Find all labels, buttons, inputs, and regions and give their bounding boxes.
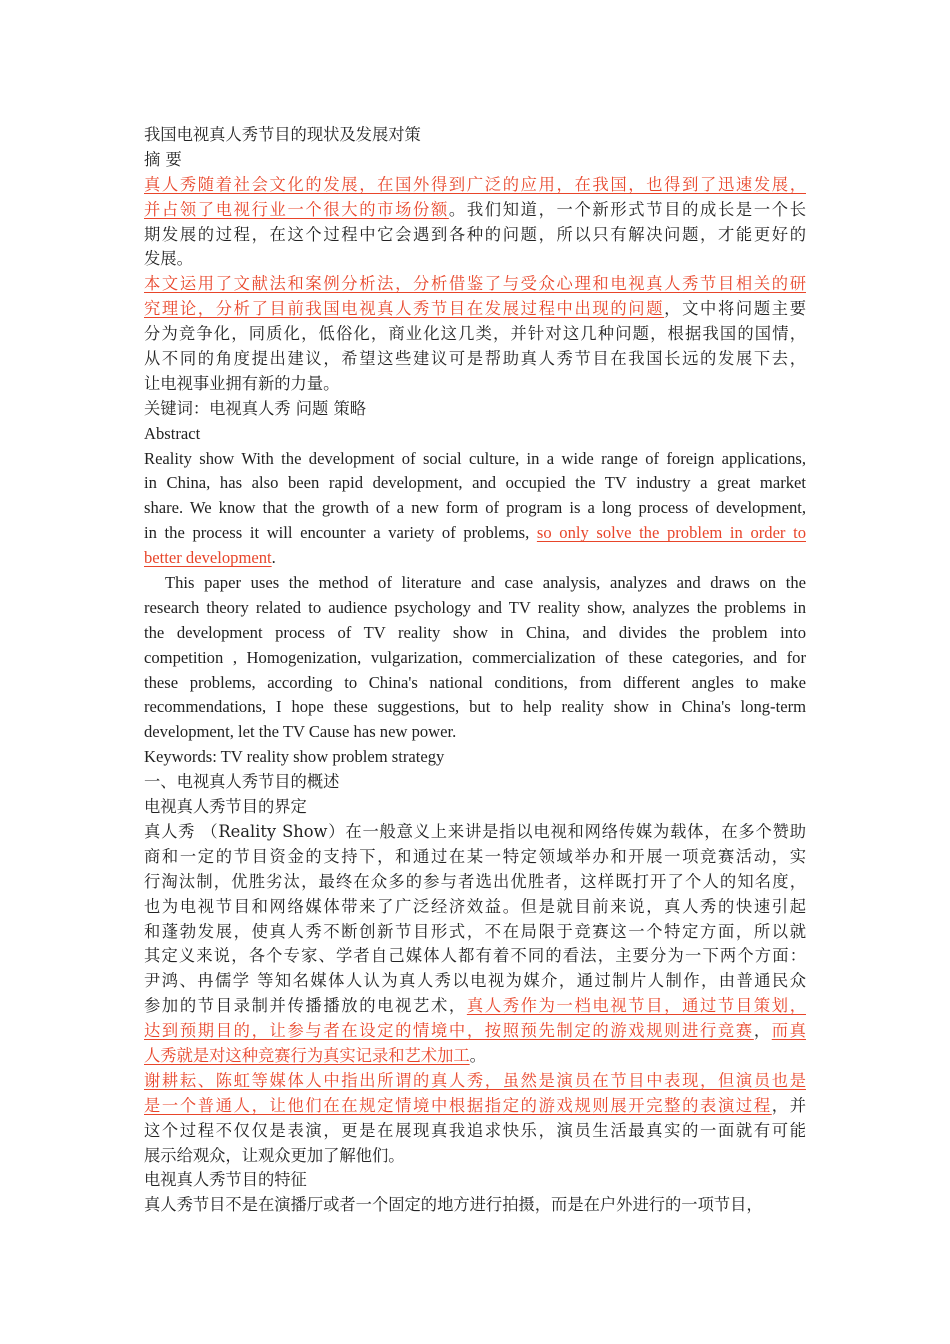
text-span: 期发展的过程，在这个过程中它会遇到各种的问题，所以只有解决问题，才能更好的 [144, 224, 806, 244]
text-line [144, 198, 806, 223]
text-span: 从不同的角度提出建议，希望这些建议可是帮助真人秀节目在我国长远的发展下去， [144, 349, 806, 369]
text-span: 行淘汰制，优胜劣汰，最终在众多的参与者选出优胜者，这样既打开了个人的知名度， [144, 871, 806, 891]
section1-heading: 一、电视真人秀节目的概述 [144, 772, 340, 792]
text-line [144, 521, 806, 546]
section1-sub2: 电视真人秀节目的特征 [144, 1170, 307, 1190]
text-line [144, 1069, 806, 1094]
highlighted-text: 本文运用了文献法和案例分析法，分析借鉴了与受众心理和电视真人秀节目相关的研 [144, 274, 806, 294]
text-span: 真人秀节目不是在演播厅或者一个固定的地方进行拍摄，而是在户外进行的一项节目， [144, 1195, 763, 1215]
highlighted-text: 真人秀作为一档电视节目，通过节目策划， [466, 996, 806, 1016]
text-span: 其定义来说，各个专家、学者自己媒体人都有着不同的看法，主要分为一下两个方面： [144, 946, 806, 966]
highlighted-text: better development [144, 548, 272, 568]
highlighted-text: 并占领了电视行业一个很大的市场份额 [144, 199, 449, 219]
text-line [144, 820, 806, 845]
abstract-en-p2 [144, 571, 806, 745]
text-line [144, 920, 806, 945]
text-span: 参加的节目录制并传播播放的电视艺术， [144, 996, 467, 1016]
highlighted-text: 达到预期目的，让参与者在设定的情境中，按照预先制定的游戏规则进行竞赛 [144, 1021, 754, 1041]
text-line [144, 895, 806, 920]
document-page [144, 123, 806, 1218]
text-span: Reality show With the development of social culture, in a wide range of foreign applications, [144, 448, 806, 468]
text-span: 。我们知道，一个新形式节目的成长是一个长 [448, 199, 806, 219]
text-line: recommendations, I hope these suggestions, but to help reality show in China's long-term [144, 697, 806, 717]
text-span: 展示给观众，让观众更加了解他们。 [144, 1145, 405, 1165]
text-span: 和蓬勃发展，使真人秀不断创新节目形式，不在局限于竞赛这一个特定方面，所以就 [144, 921, 806, 941]
section1-p1 [144, 820, 806, 1069]
text-line [144, 372, 806, 397]
highlighted-text: 人秀就是对这种竞赛行为真实记录和艺术加工 [144, 1045, 470, 1065]
text-span: in the process it will encounter a variety of problems, [144, 523, 537, 543]
text-span: 商和一定的节目资金的支持下，和通过在某一特定领域举办和开展一项竞赛活动，实 [144, 846, 806, 866]
text-span: in China, has also been rapid development, and occupied the TV industry a great market [144, 473, 806, 493]
abstract-cn-p2 [144, 272, 806, 396]
text-line: research theory related to audience psychology and TV reality show, analyzes the problems in [144, 597, 806, 617]
text-line [144, 471, 806, 496]
section1-p3 [144, 1193, 806, 1218]
text-line [144, 1019, 806, 1044]
text-line [144, 969, 806, 994]
text-span: 让电视事业拥有新的力量。 [144, 373, 340, 393]
highlighted-text: so only solve the problem in order to [536, 523, 806, 543]
doc-title: 我国电视真人秀节目的现状及发展对策 [144, 125, 421, 144]
text-line [144, 297, 806, 322]
text-span: ， [753, 1021, 772, 1041]
text-line: development, let the TV Cause has new power. [144, 722, 457, 742]
text-span: 真人秀 （Reality Show）在一般意义上来讲是指以电视和网络传媒为载体，在多个赞助 [144, 821, 806, 841]
text-line [144, 1193, 806, 1218]
text-line [144, 447, 806, 472]
text-line [144, 496, 806, 521]
text-span: 也为电视节目和网络媒体带来了广泛经济效益。但是就目前来说，真人秀的快速引起 [144, 896, 806, 916]
text-span: 尹鸿、冉儒学 等知名媒体人认为真人秀以电视为媒介，通过制片人制作，由普通民众 [144, 971, 806, 991]
keywords-cn: 关键词：电视真人秀 问题 策略 [144, 398, 367, 418]
abstract-cn-heading: 摘 要 [144, 149, 182, 169]
text-line [144, 845, 806, 870]
text-line [144, 173, 806, 198]
highlighted-text: 而真 [771, 1021, 806, 1041]
text-line [144, 994, 806, 1019]
text-line [144, 1119, 806, 1144]
text-line: This paper uses the method of literature and case analysis, analyzes and draws on the [165, 573, 806, 593]
text-line [144, 322, 806, 347]
highlighted-text: 究理论，分析了目前我国电视真人秀节目在发展过程中出现的问题 [144, 299, 665, 319]
section1-sub1: 电视真人秀节目的界定 [144, 797, 307, 817]
text-line [144, 944, 806, 969]
abstract-en-heading: Abstract [144, 423, 201, 443]
text-line [144, 1144, 806, 1169]
text-span: 。 [469, 1045, 486, 1065]
text-line [144, 1094, 806, 1119]
highlighted-text: 是一个普通人，让他们在在规定情境中根据指定的游戏规则展开完整的表演过程 [144, 1095, 772, 1115]
text-span: share. We know that the growth of a new form of program is a long process of development, [144, 498, 806, 518]
text-line [144, 347, 806, 372]
text-line: the development process of TV reality show in China, and divides the problem into [144, 622, 806, 642]
text-line [144, 247, 806, 272]
text-span: ，并 [771, 1095, 806, 1115]
text-line [144, 546, 806, 571]
text-span: . [271, 548, 276, 568]
text-span: 这个过程不仅仅是表演，更是在展现真我追求快乐，演员生活最真实的一面就有可能 [144, 1120, 806, 1140]
text-line [144, 272, 806, 297]
text-line [144, 1044, 806, 1069]
abstract-cn-p1 [144, 173, 806, 273]
section1-p2 [144, 1069, 806, 1169]
text-span: 发展。 [144, 249, 193, 269]
text-line: these problems, according to China's national conditions, from different angles to make [144, 672, 806, 692]
highlighted-text: 谢耕耘、陈虹等媒体人中指出所谓的真人秀，虽然是演员在节目中表现，但演员也是 [144, 1070, 806, 1090]
abstract-en-p1 [144, 447, 806, 571]
highlighted-text: 真人秀随着社会文化的发展，在国外得到广泛的应用，在我国，也得到了迅速发展， [144, 174, 806, 194]
keywords-en: Keywords: TV reality show problem strategy [144, 747, 445, 767]
text-line [144, 870, 806, 895]
text-line [144, 223, 806, 248]
text-span: ，文中将问题主要 [664, 299, 806, 319]
text-line: competition , Homogenization, vulgarization, commercialization of these categories, and for [144, 647, 806, 667]
text-span: 分为竞争化，同质化，低俗化，商业化这几类，并针对这几种问题，根据我国的国情， [144, 324, 806, 344]
